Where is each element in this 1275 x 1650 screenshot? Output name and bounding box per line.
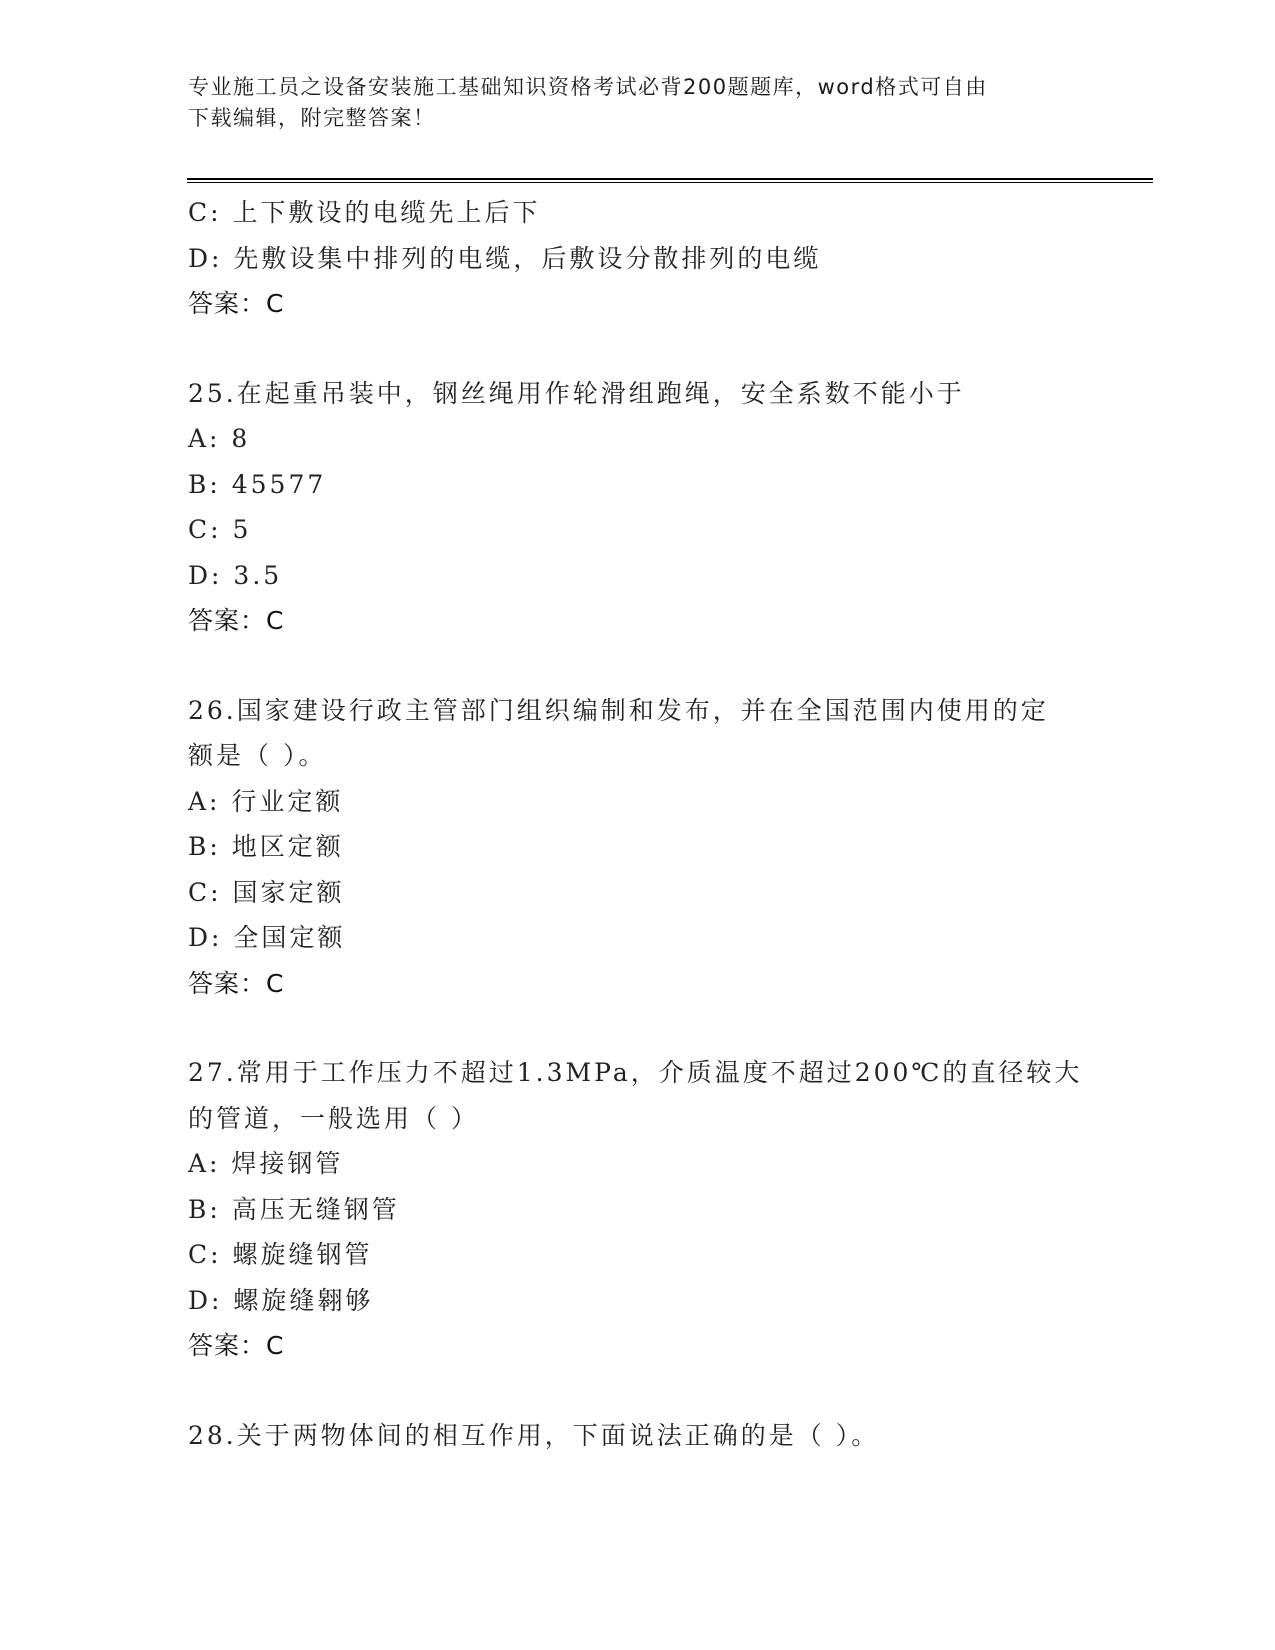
option-c: C: 螺旋缝钢管 <box>188 1240 373 1269</box>
option-a: A: 焊接钢管 <box>188 1149 344 1178</box>
question-stem-continued: 额是（ ）。 <box>188 741 327 770</box>
question-list <box>188 190 1088 1458</box>
header-divider <box>187 178 1153 183</box>
header-title-line-1: 专业施工员之设备安装施工基础知识资格考试必背200题题库，word格式可自由 <box>188 75 988 99</box>
question-stem: 25.在起重吊装中，钢丝绳用作轮滑组跑绳，安全系数不能小于 <box>188 378 965 408</box>
question-stem: 27.常用于工作压力不超过1.3MPa，介质温度不超过200℃的直径较大 <box>188 1058 1083 1087</box>
question-25 <box>188 371 1088 644</box>
question-stem: 26.国家建设行政主管部门组织编制和发布，并在全国范围内使用的定 <box>188 695 1049 725</box>
option-c: C: 5 <box>188 515 252 544</box>
answer-line: 答案：C <box>188 289 285 318</box>
option-a: A: 行业定额 <box>188 786 344 816</box>
header-title-line-2: 下载编辑，附完整答案！ <box>188 106 436 130</box>
question-28 <box>188 1413 1088 1459</box>
answer-line: 答案：C <box>188 606 285 635</box>
previous-question-tail <box>188 190 1088 327</box>
option-c: C: 上下敷设的电缆先上后下 <box>188 198 541 227</box>
option-b: B: 高压无缝钢管 <box>188 1194 400 1224</box>
option-d: D: 先敷设集中排列的电缆，后敷设分散排列的电缆 <box>188 243 822 273</box>
question-27 <box>188 1050 1088 1369</box>
option-d: D: 全国定额 <box>188 923 346 952</box>
answer-line: 答案：C <box>188 1331 285 1360</box>
question-stem: 28.关于两物体间的相互作用，下面说法正确的是（ ）。 <box>188 1420 880 1450</box>
option-a: A: 8 <box>188 424 251 453</box>
option-b: B: 45577 <box>188 469 327 499</box>
option-d: D: 3.5 <box>188 560 283 590</box>
option-d: D: 螺旋缝翱够 <box>188 1285 374 1315</box>
option-b: B: 地区定额 <box>188 832 344 861</box>
question-26 <box>188 688 1088 1007</box>
option-c: C: 国家定额 <box>188 877 345 907</box>
question-stem-continued: 的管道，一般选用（ ） <box>188 1103 479 1133</box>
answer-line: 答案：C <box>188 968 285 998</box>
document-header <box>188 72 1068 134</box>
